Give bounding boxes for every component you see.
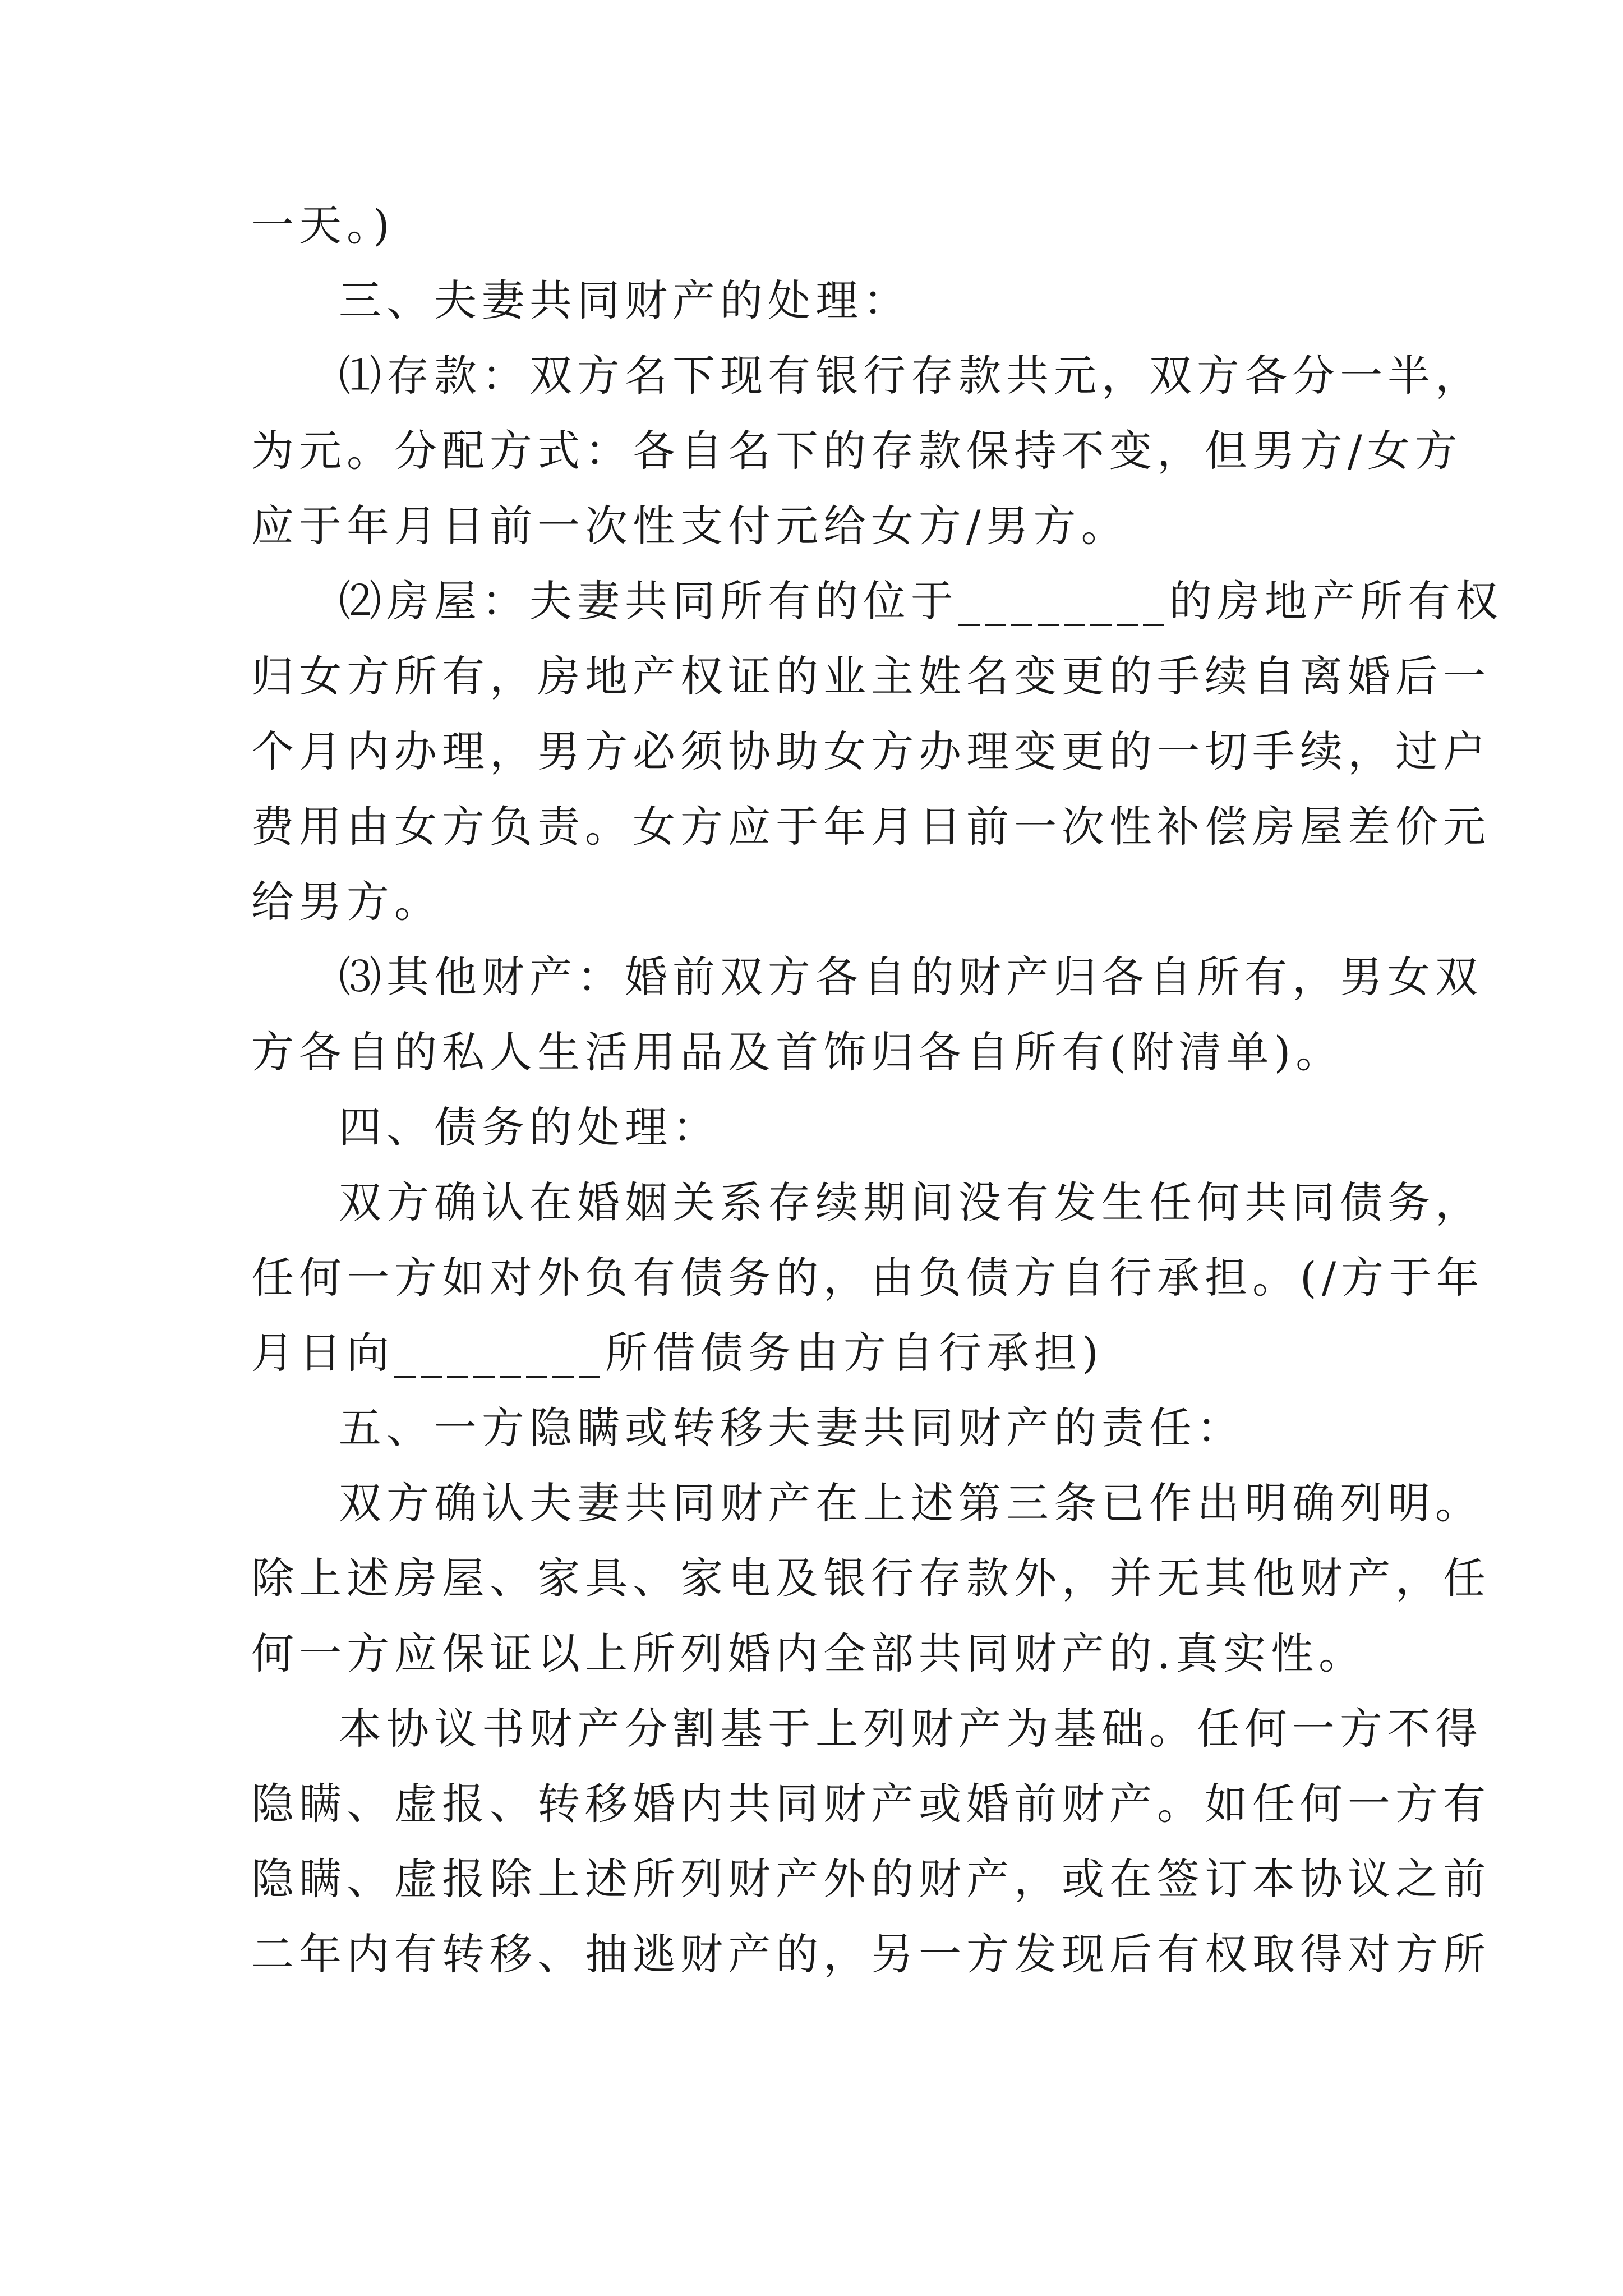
text-line: 为元。分配方式：各自名下的存款保持不变，但男方/女方 (251, 426, 1463, 476)
text-line: 方各自的私人生活用品及首饰归各自所有(附清单)。 (251, 1027, 1344, 1077)
text-line: 归女方所有，房地产权证的业主姓名变更的手续自离婚后一 (251, 651, 1491, 701)
text-line: 一天。) (251, 200, 395, 250)
text-line: 除上述房屋、家具、家电及银行存款外，并无其他财产，任 (251, 1553, 1491, 1603)
text-line: 本协议书财产分割基于上列财产为基础。任何一方不得 (339, 1704, 1483, 1754)
text-line: 应于年月日前一次性支付元给女方/男方。 (251, 501, 1129, 551)
section-heading: 三、夫妻共同财产的处理： (339, 275, 911, 325)
text-line: 隐瞒、虚报除上述所列财产外的财产，或在签订本协议之前 (251, 1854, 1491, 1904)
text-line: 个月内办理，男方必须协助女方办理变更的一切手续，过户 (251, 726, 1491, 776)
text-line: 任何一方如对外负有债务的，由负债方自行承担。(/方于年 (251, 1253, 1484, 1303)
text-line: ⑶其他财产：婚前双方各自的财产归各自所有，男女双 (339, 952, 1483, 1002)
text-line: 二年内有转移、抽逃财产的，另一方发现后有权取得对方所 (251, 1929, 1491, 1979)
section-heading: 四、债务的处理： (339, 1102, 720, 1152)
text-line: 双方确认夫妻共同财产在上述第三条已作出明确列明。 (339, 1478, 1483, 1528)
text-line: 双方确认在婚姻关系存续期间没有发生任何共同债务， (339, 1177, 1483, 1227)
text-line: 月日向________所借债务由方自行承担) (251, 1328, 1104, 1378)
text-line: 费用由女方负责。女方应于年月日前一次性补偿房屋差价元 (251, 802, 1491, 852)
text-line: ⑴存款：双方名下现有银行存款共元，双方各分一半， (339, 351, 1483, 401)
document-body (251, 188, 1503, 1992)
text-line: 隐瞒、虚报、转移婚内共同财产或婚前财产。如任何一方有 (251, 1779, 1491, 1829)
text-line: 给男方。 (251, 877, 442, 927)
section-heading: 五、一方隐瞒或转移夫妻共同财产的责任： (339, 1403, 1244, 1453)
text-line: 何一方应保证以上所列婚内全部共同财产的.真实性。 (251, 1628, 1367, 1678)
text-line: ⑵房屋：夫妻共同所有的位于________的房地产所有权 (339, 576, 1503, 626)
